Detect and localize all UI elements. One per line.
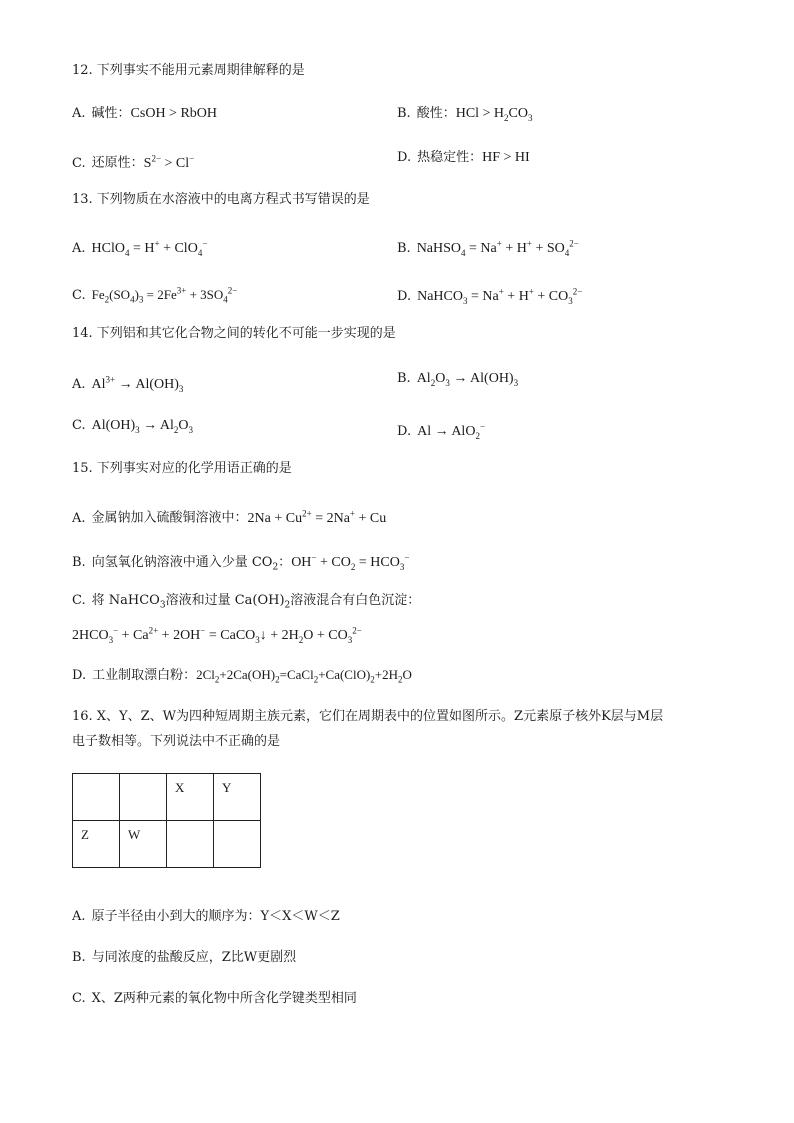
option-label: B. [72, 950, 86, 965]
formula: $Al_2O_3 \to Al(OH)_3$ [416, 371, 519, 388]
option-text: 金属钠加入硫酸铜溶液中： [91, 510, 248, 526]
option-label: A. [72, 106, 86, 121]
table-cell [120, 774, 167, 821]
q14-option-c [72, 416, 193, 440]
option-text: 将 NaHCO$_3$溶液和过量 $Ca(OH)_2$溶液混合有白色沉淀： [91, 593, 421, 611]
q12-option-a [72, 104, 217, 124]
q15-option-c [72, 591, 420, 616]
option-text: 与同浓度的盐酸反应，Z比W更剧烈 [91, 950, 297, 965]
option-label: A. [72, 240, 86, 256]
q12-stem: 12. 下列事实不能用元素周期律解释的是 [72, 63, 305, 78]
option-label: D. [397, 150, 412, 165]
option-label: B. [397, 240, 411, 256]
formula: $Al(OH)_3 \to Al_2O_3$ [91, 418, 194, 435]
table-cell: Y [214, 774, 261, 821]
q14-stem: 14. 下列铝和其它化合物之间的转化不可能一步实现的是 [72, 326, 396, 341]
option-label: B. [397, 371, 411, 386]
q15-stem: 15. 下列事实对应的化学用语正确的是 [72, 461, 292, 476]
q16-option-c [72, 989, 357, 1009]
table-cell [214, 821, 261, 868]
formula: NaHSO$_4$ = $Na^+ + H^+ + SO_4^{2-}$ [416, 238, 579, 258]
formula: $Al^{3+} \to Al(OH)_3$ [91, 374, 184, 394]
q15-option-d [72, 665, 412, 690]
q14-option-b [397, 369, 518, 393]
formula: HCl > $H_2CO_3$ [455, 106, 533, 123]
q13-stem: 13. 下列物质在水溶液中的电离方程式书写错误的是 [72, 192, 370, 207]
option-label: C. [72, 288, 86, 304]
option-text: X、Z两种元素的氧化物中所含化学键类型相同 [91, 991, 357, 1006]
formula: $2Na + Cu^{2+} = 2Na^+ + Cu$ [247, 508, 387, 526]
q16-option-a [72, 907, 340, 927]
q12-option-b [397, 104, 533, 128]
option-label: A. [72, 376, 86, 392]
table-cell: W [120, 821, 167, 868]
formula: $OH^- + CO_2 = HCO_3^-$ [291, 552, 410, 572]
formula: HClO$_4$ = H+ + ClO$_4$− [91, 238, 208, 258]
q12-option-c [72, 148, 194, 174]
formula: CsOH > RbOH [130, 106, 218, 121]
option-text: 向氢氧化钠溶液中通入少量 $CO_2$： [91, 554, 292, 573]
option-label: B. [397, 106, 411, 121]
option-text: 工业制取漂白粉： [92, 668, 197, 683]
option-label: D. [397, 288, 412, 304]
option-text: 原子半径由小到大的顺序为：Y＜X＜W＜Z [91, 909, 340, 924]
table-row [73, 774, 261, 821]
option-label: A. [72, 909, 86, 924]
option-label: C. [72, 155, 86, 171]
q16-stem-line1: 16. X、Y、Z、W为四种短周期主族元素，它们在周期表中的位置如图所示。Z元素原子核外K层与M层 [72, 709, 664, 724]
option-text: 还原性： [91, 155, 144, 171]
q14-option-d [397, 416, 485, 445]
option-label: D. [397, 423, 412, 439]
option-label: C. [72, 418, 86, 433]
formula: $S^{2-} > Cl^-$ [143, 153, 195, 171]
q16-option-b [72, 948, 296, 968]
periodic-table-fragment [72, 773, 261, 868]
table-cell [73, 774, 120, 821]
option-text: 酸性： [416, 106, 456, 121]
formula: Al → AlO$_2$− [417, 421, 486, 441]
q14-option-a [72, 369, 183, 398]
formula: $2HCO_3^- + Ca^{2+} + 2OH^-$ = CaCO$_3$↓ + $2H_2O + CO_3^{2-}$ [72, 625, 362, 645]
table-cell: X [167, 774, 214, 821]
formula: HF > HI [482, 150, 530, 165]
option-label: B. [72, 554, 86, 570]
option-text: 热稳定性： [417, 150, 483, 165]
option-label: D. [72, 668, 87, 683]
option-label: C. [72, 593, 86, 608]
q13-option-a [72, 233, 207, 262]
q16-stem-line2: 电子数相等。下列说法中不正确的是 [72, 734, 281, 749]
table-cell: Z [73, 821, 120, 868]
q15-option-c-equation [72, 620, 362, 649]
formula: $2Cl_2+2Ca(OH)_2=CaCl_2+Ca(ClO)_2+2H_2O$ [196, 667, 412, 685]
formula: $Fe_2(SO_4)_3 = 2Fe^{3+} + 3SO_4^{2-}$ [91, 286, 238, 305]
table-row [73, 821, 261, 868]
formula: NaHCO$_3$ = $Na^+ + H^+ + CO_3^{2-}$ [417, 286, 583, 306]
option-label: C. [72, 991, 86, 1006]
q15-option-b [72, 547, 409, 577]
q12-option-d [397, 148, 530, 168]
q13-option-c [72, 281, 237, 310]
q15-option-a [72, 503, 386, 529]
q13-option-b [397, 233, 579, 262]
option-text: 碱性： [91, 106, 131, 121]
q13-option-d [397, 281, 582, 310]
table-cell [167, 821, 214, 868]
option-label: A. [72, 510, 86, 526]
